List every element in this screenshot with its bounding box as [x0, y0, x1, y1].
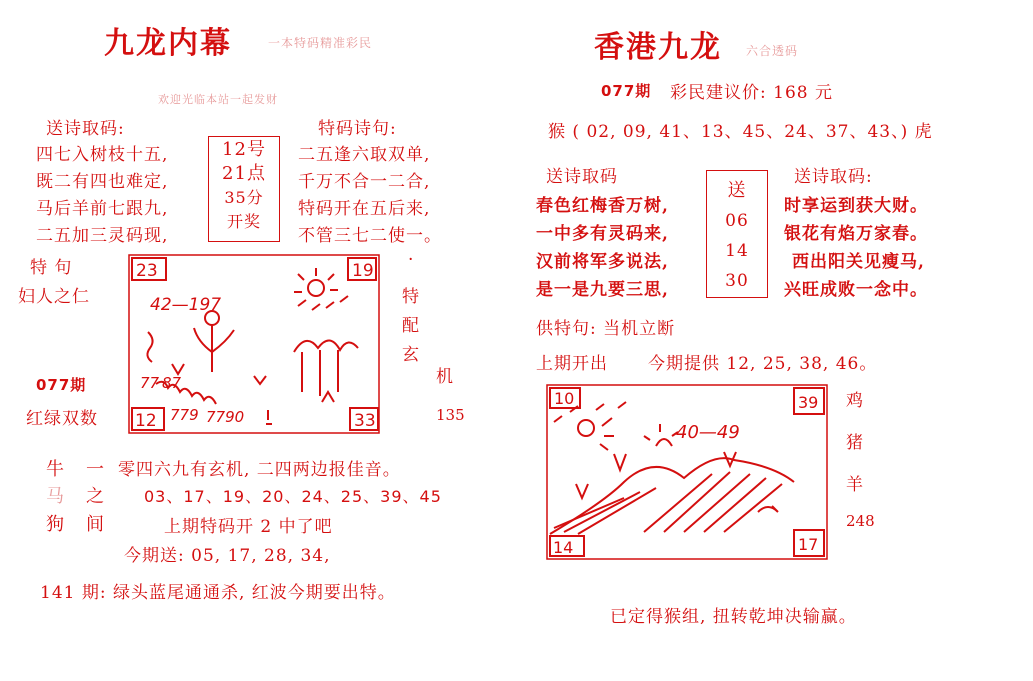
zodiac-mid-char: 一: [86, 459, 105, 480]
right-poem-line: 汉前将军多说法,: [536, 252, 669, 272]
left-side-number: 135: [436, 406, 465, 424]
right-monkey-line: 猴 ( 02, 09, 41、13、45、24、37、43、) 虎: [548, 122, 933, 142]
pic-label-tr: 19: [352, 261, 374, 281]
right-side-char: 猪: [846, 433, 864, 453]
right-poem: [536, 192, 669, 304]
right-title: 香港九龙: [594, 30, 722, 65]
left-poem-line: 四七入树枝十五,: [36, 145, 169, 165]
right-poem-header-2: 送诗取码:: [794, 167, 873, 187]
box-line: 06: [725, 211, 749, 231]
right-poem-line: 时享运到获大财。: [784, 196, 928, 216]
right-gongte: 供特句: 当机立断: [536, 319, 676, 339]
left-side-char: 玄: [402, 345, 420, 365]
left-footer: 141 期: 绿头蓝尾通通杀, 红波今期要出特。: [40, 583, 396, 603]
left-tema-line: 特码开在五后来,: [298, 199, 431, 219]
left-line-1: 零四六九有玄机, 二四两边报佳音。: [118, 460, 401, 480]
right-riddle-drawing: [544, 382, 830, 562]
right-provide: 今期提供 12, 25, 38, 46。: [648, 354, 878, 374]
right-poem-line: 一中多有灵码来,: [536, 224, 669, 244]
right-poem-2: [784, 192, 928, 304]
pic-label-bl: 14: [553, 538, 574, 557]
left-side-char: 机: [436, 367, 454, 387]
zodiac-mid-char: 间: [86, 514, 105, 535]
left-riddle-drawing: [126, 252, 382, 436]
left-title: 九龙内幕: [104, 26, 232, 61]
pic-label-tl: 10: [554, 389, 575, 408]
right-poem-line: 兴旺成败一念中。: [784, 280, 928, 300]
right-side-number: 248: [846, 512, 875, 530]
left-side-char: 特: [402, 287, 420, 307]
left-teju-value: 妇人之仁: [18, 287, 90, 307]
right-price: 彩民建议价: 168 元: [670, 83, 833, 103]
zodiac-char: 马: [46, 486, 65, 507]
right-issue: 077期: [601, 82, 652, 100]
left-poem: [36, 142, 168, 250]
right-footer: 已定得猴组, 扭转乾坤决输赢。: [610, 607, 857, 627]
box-line: 35分: [224, 188, 264, 207]
zodiac-char: 牛: [46, 459, 65, 480]
right-poem-line: 春色红梅香万树,: [536, 196, 669, 216]
svg-text:7790: 7790: [206, 408, 245, 426]
right-last-open: 上期开出: [536, 354, 608, 374]
pic-label-tr: 39: [798, 393, 819, 412]
pic-handwritten-numbers: 42—197: [150, 295, 222, 315]
right-poem-line: 西出阳关见瘦马,: [792, 252, 925, 272]
left-tema-poem: [298, 142, 442, 250]
left-tema-header: 特码诗句:: [318, 119, 397, 139]
left-teju-label: 特 句: [30, 258, 73, 278]
left-poem-line: 二五加三灵码现,: [36, 226, 169, 246]
left-poem-line: 马后羊前七跟九,: [36, 199, 169, 219]
right-poem-line: 是一是九要三思,: [536, 280, 669, 300]
left-poem-header: 送诗取码:: [46, 119, 125, 139]
svg-text:77: 77: [140, 374, 160, 392]
left-tema-line: 千万不合一二合,: [298, 172, 431, 192]
zodiac-char: 狗: [46, 514, 65, 535]
left-time-box-text: [208, 138, 280, 234]
box-line: 12号: [222, 139, 266, 160]
right-subtitle: 六合透码: [746, 44, 799, 58]
pic-label-tl: 23: [136, 261, 158, 281]
left-issue: 077期: [36, 376, 87, 394]
left-subtitle: 一本特码精准彩民: [268, 36, 373, 50]
pic-handwritten-numbers: 40—49: [676, 422, 740, 443]
left-line-2: 03、17、19、20、24、25、39、45: [144, 487, 442, 506]
right-poem-header: 送诗取码: [546, 167, 618, 187]
zodiac-mid-char: 之: [86, 486, 105, 507]
left-dot: ·: [408, 250, 415, 270]
pic-label-bl: 12: [135, 411, 157, 431]
box-line: 30: [725, 271, 749, 291]
left-issue-hint: 红绿双数: [26, 409, 98, 429]
right-side-char: 羊: [846, 475, 864, 495]
left-faint-line: 欢迎光临本站一起发财: [158, 93, 278, 106]
box-line: 送: [727, 180, 747, 201]
left-poem-line: 既二有四也难定,: [36, 172, 169, 192]
right-send-box-text: [706, 176, 768, 296]
svg-text:87: 87: [162, 374, 182, 392]
box-line: 开奖: [226, 212, 261, 231]
right-poem-line: 银花有焰万家春。: [784, 224, 928, 244]
pic-label-br: 17: [798, 535, 819, 554]
left-line-3: 上期特码开 2 中了吧: [164, 517, 333, 537]
pic-label-br: 33: [354, 411, 376, 431]
left-tema-line: 不管三七二使一。: [298, 226, 442, 246]
box-line: 21点: [222, 163, 266, 184]
left-line-4: 今期送: 05, 17, 28, 34,: [124, 546, 331, 566]
right-side-char: 鸡: [846, 391, 864, 411]
box-line: 14: [725, 241, 749, 261]
svg-text:779: 779: [170, 406, 199, 424]
left-side-char: 配: [402, 316, 420, 336]
left-tema-line: 二五逢六取双单,: [298, 145, 431, 165]
